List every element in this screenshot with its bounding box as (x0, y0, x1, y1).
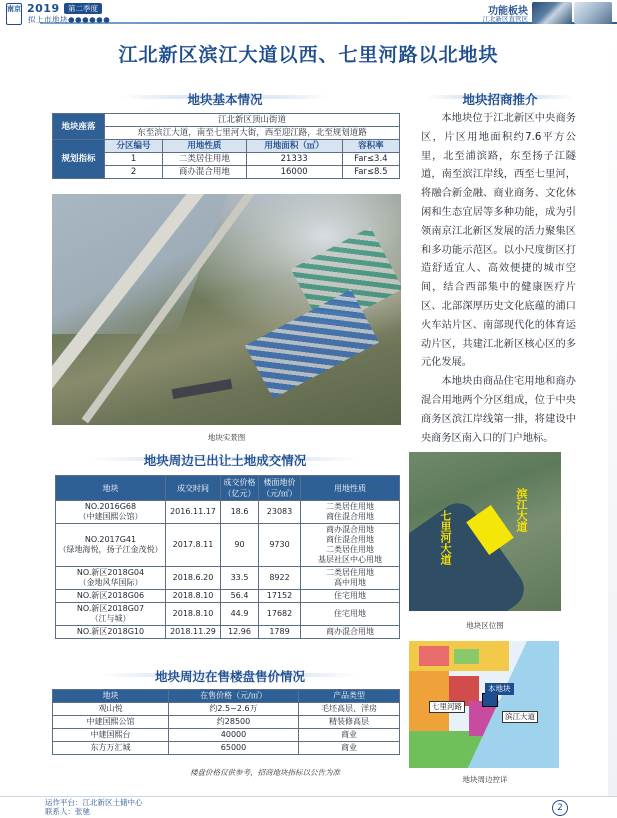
promo-text (421, 110, 576, 448)
col-use: 用地性质 (163, 140, 246, 153)
price-cell: 56.4 (221, 590, 259, 603)
location-line-2: 东至滨江大道，南至七里河大街，西至迎江路，北至规划道路 (105, 127, 400, 140)
col-area: 用地面积（㎡） (246, 140, 342, 153)
basic-info-table (52, 113, 400, 179)
plot-cell (56, 603, 166, 626)
table-row (53, 729, 400, 742)
land-use-cell-line: 商住混合用地 (326, 535, 374, 544)
zone-cell: 1 (105, 153, 163, 166)
plot-cell-line: NO.2017G41 (84, 535, 137, 544)
land-use-cell-line: 基层社区中心用地 (318, 555, 382, 564)
price-cell: 12.96 (221, 626, 259, 639)
col-zone: 分区编号 (105, 140, 163, 153)
col-floor-price: 楼面地价（元/㎡） (259, 476, 301, 501)
header-year: 2019 (27, 2, 60, 15)
product-type-cell: 商业 (299, 742, 400, 755)
road-label-qilihe: 七里河大道 (439, 510, 452, 565)
plot-cell (56, 567, 166, 590)
zone-cell: 2 (105, 166, 163, 179)
location-line-1: 江北新区顶山街道 (105, 114, 400, 127)
land-use-cell (301, 603, 400, 626)
plot-cell-line: （金地风华国际） (78, 578, 143, 587)
page-number: 2 (552, 800, 568, 816)
col-plot: 地块 (56, 476, 166, 501)
planning-map (409, 641, 559, 768)
land-use-cell-line: 商住混合用地 (326, 512, 374, 521)
floor-price-cell: 17682 (259, 603, 301, 626)
area-cell: 16000 (246, 166, 342, 179)
plot-cell-line: NO.2016G68 (84, 502, 137, 511)
plot-cell-line: NO.新区2018G04 (76, 568, 145, 577)
header-subtitle: 拟上市地块●●●●●● (28, 15, 111, 24)
location-map (409, 452, 561, 611)
deals-heading: 地块周边已出让土地成交情况 (143, 453, 307, 468)
land-use-cell (301, 567, 400, 590)
header-thumbnail (532, 2, 572, 24)
sales-heading: 地块周边在售楼盘售价情况 (154, 669, 305, 684)
footer-rule (0, 796, 617, 797)
project-cell: 东方万汇城 (53, 742, 169, 755)
date-cell: 2018.6.20 (166, 567, 221, 590)
date-cell: 2018.8.10 (166, 603, 221, 626)
land-use-cell-line: 商办混合用地 (326, 627, 374, 636)
date-cell: 2017.8.11 (166, 524, 221, 567)
floor-price-cell: 9730 (259, 524, 301, 567)
land-use-cell-line: 二类居住用地 (326, 545, 374, 554)
table-row (56, 603, 400, 626)
road-label-binjiang: 滨江大道 (515, 488, 528, 532)
promo-heading: 地块招商推介 (462, 92, 538, 107)
col-price: 成交价格（亿元） (221, 476, 259, 501)
plot-cell-line: NO.新区2018G10 (76, 627, 145, 636)
plot-cell-line: NO.新区2018G06 (76, 591, 145, 600)
location-label: 地块座落 (53, 114, 105, 140)
promo-paragraph-1: 本地块位于江北新区中央商务区，片区用地面积约7.6平方公里，北至浦滨路，东至扬子江隧道，南至滨江岸线，西至七里河，将融合新金融、商业商务、文化休闲和生态宜居等多种功能，成为引领南京江北新区发展的活力聚集区和多功能示范区。以小尺度街区打造舒适宜人、高效便捷的城市空间，结合西部集中的健康医疗片区、北部深厚历史文化底蕴的浦口火车站片区、南部现代化的体育运动片区，共建江北新区核心区的多元化发展。 (421, 113, 576, 369)
land-use-cell-line: 住宅用地 (334, 591, 366, 600)
project-cell: 观山悦 (53, 703, 169, 716)
product-type-cell: 精装修高层 (299, 716, 400, 729)
sale-price-cell: 约28500 (169, 716, 299, 729)
date-cell: 2016.11.17 (166, 501, 221, 524)
promo-paragraph-2: 本地块由商品住宅用地和商办混合用地两个分区组成，位于中央商务区滨江岸线第一排，将建设中央商务区南入口的门户地标。 (421, 376, 576, 444)
deals-table (55, 475, 400, 639)
page-title: 江北新区滨江大道以西、七里河路以北地块 (118, 44, 499, 66)
price-cell: 33.5 (221, 567, 259, 590)
far-cell: Far≤3.4 (342, 153, 399, 166)
aerial-photo (52, 194, 401, 425)
planning-label: 规划指标 (53, 140, 105, 179)
land-use-cell (301, 590, 400, 603)
basic-info-heading: 地块基本情况 (187, 92, 263, 107)
plot-cell-line: （中建国熙公馆） (78, 512, 143, 521)
price-cell: 44.9 (221, 603, 259, 626)
zone-block (419, 646, 449, 666)
price-cell: 18.6 (221, 501, 259, 524)
floor-price-cell: 1789 (259, 626, 301, 639)
publication-seal: 南京 (6, 3, 22, 25)
land-use-cell-line: 商办混合用地 (326, 525, 374, 534)
table-row (56, 590, 400, 603)
sale-price-cell: 65000 (169, 742, 299, 755)
col-date: 成交时间 (166, 476, 221, 501)
land-use-cell-line: 住宅用地 (334, 609, 366, 618)
section-subtitle: 江北新区直管区 (482, 15, 528, 23)
price-note: 楼盘价格仅供参考，招商地块指标以公告为准 (190, 768, 340, 777)
table-row (53, 153, 400, 166)
plot-marker (482, 693, 498, 707)
plot-cell (56, 590, 166, 603)
project-cell: 中建国熙公馆 (53, 716, 169, 729)
col-product-type: 产品类型 (299, 690, 400, 703)
location-map-caption: 地块区位图 (466, 621, 504, 630)
area-cell: 21333 (246, 153, 342, 166)
table-row (53, 166, 400, 179)
plot-cell (56, 501, 166, 524)
table-row (56, 567, 400, 590)
footer-info (45, 798, 143, 816)
header-thumbnail-2 (574, 2, 612, 24)
footer-platform: 运作平台：江北新区土储中心 (45, 798, 143, 807)
overpass (172, 379, 233, 399)
table-row (53, 703, 400, 716)
price-cell: 90 (221, 524, 259, 567)
plot-cell-line: NO.新区2018G07 (76, 604, 145, 613)
land-use-cell-line: 二类居住用地 (326, 502, 374, 511)
sale-price-cell: 约2.5~2.6万 (169, 703, 299, 716)
table-row (53, 742, 400, 755)
col-land-use: 用地性质 (301, 476, 400, 501)
col-project: 地块 (53, 690, 169, 703)
land-use-cell-line: 高中用地 (334, 578, 366, 587)
product-type-cell: 毛坯高层、洋房 (299, 703, 400, 716)
land-use-cell (301, 626, 400, 639)
floor-price-cell: 8922 (259, 567, 301, 590)
date-cell: 2018.8.10 (166, 590, 221, 603)
road-tag-binjiang: 滨江大道 (502, 711, 538, 723)
floor-price-cell: 17152 (259, 590, 301, 603)
side-strip (608, 28, 617, 796)
use-cell: 二类居住用地 (163, 153, 246, 166)
plot-tag: 本地块 (485, 683, 514, 695)
header-rule (40, 22, 617, 24)
use-cell: 商办混合用地 (163, 166, 246, 179)
far-cell: Far≤8.5 (342, 166, 399, 179)
product-type-cell: 商业 (299, 729, 400, 742)
footer-contact: 联系人：张驰 (45, 807, 90, 816)
section-title: 功能板块 (488, 6, 528, 17)
project-cell: 中建国熙台 (53, 729, 169, 742)
planning-map-caption: 地块周边控详 (462, 775, 508, 784)
land-use-cell-line: 二类居住用地 (326, 568, 374, 577)
col-sale-price: 在售价格（元/㎡） (169, 690, 299, 703)
plot-cell-line: （江与城） (90, 614, 131, 623)
table-row (56, 501, 400, 524)
sale-price-cell: 40000 (169, 729, 299, 742)
plot-cell (56, 626, 166, 639)
zone-block (454, 649, 479, 664)
aerial-caption: 地块实景图 (207, 433, 246, 442)
floor-price-cell: 23083 (259, 501, 301, 524)
land-use-cell (301, 501, 400, 524)
table-row (53, 716, 400, 729)
table-row (56, 626, 400, 639)
table-row (56, 524, 400, 567)
sales-table (52, 689, 400, 755)
plot-cell (56, 524, 166, 567)
plot-cell-line: （绿地海悦，扬子江金茂悦） (58, 545, 163, 554)
land-use-cell (301, 524, 400, 567)
quarter-badge: 第二季度 (64, 3, 102, 14)
road-tag-qilihe: 七里河路 (429, 701, 465, 713)
date-cell: 2018.11.29 (166, 626, 221, 639)
col-far: 容积率 (342, 140, 399, 153)
